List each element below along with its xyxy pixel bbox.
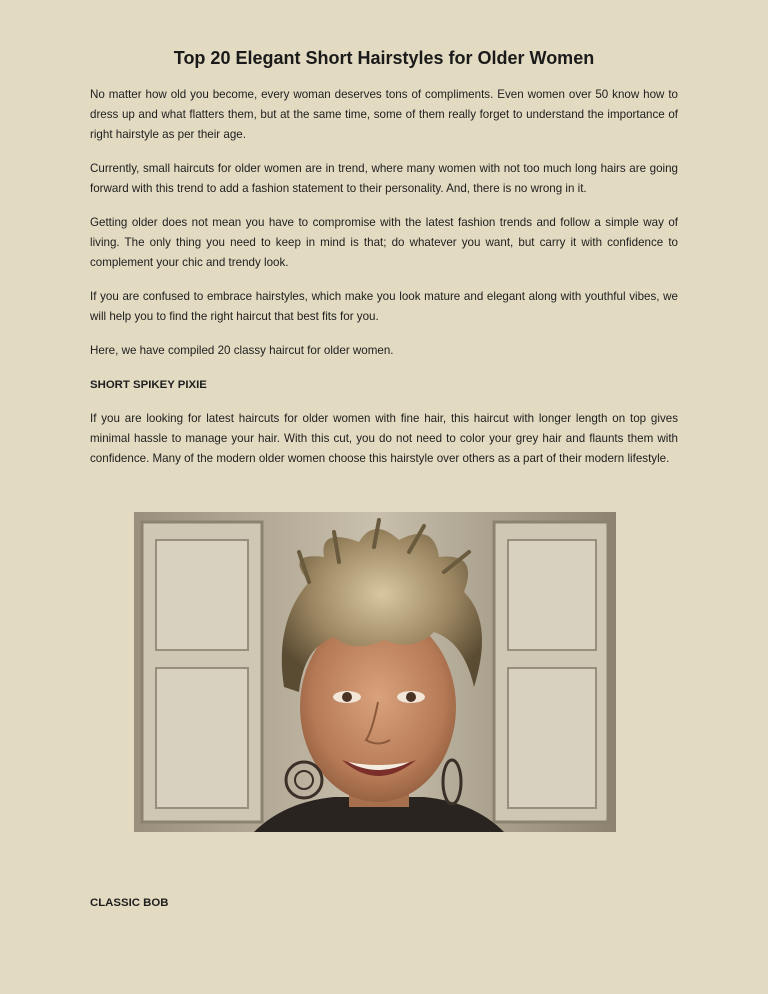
section-heading-classic-bob: CLASSIC BOB (90, 897, 169, 909)
paragraph-getting-older: Getting older does not mean you have to compromise with the latest fashion trends and follow a simple way of living. The only thing you need to keep in mind is that; do whatever you want, but carry it with confidence to complement your chic and trendy look. (90, 216, 678, 269)
section-heading-short-spikey-pixie: SHORT SPIKEY PIXIE (90, 379, 207, 391)
document-page (90, 48, 678, 483)
hairstyle-photo (134, 512, 616, 832)
paragraph-trend: Currently, small haircuts for older women are in trend, where many women with not too much long hairs are going forward with this trend to add a fashion statement to their personality. And, there is no wrong in it. (90, 162, 678, 195)
paragraph-intro: No matter how old you become, every woman deserves tons of compliments. Even women over 50 know how to dress up and what flatters them, but at the same time, some of them really forget to understand the importance of right hairstyle as per their age. (90, 88, 678, 141)
document-title: Top 20 Elegant Short Hairstyles for Older Women (173, 48, 595, 68)
paragraph-confused: If you are confused to embrace hairstyles, which make you look mature and elegant along with youthful vibes, we will help you to find the right haircut that best fits for you. (90, 290, 678, 323)
paragraph-compiled: Here, we have compiled 20 classy haircut for older women. (90, 344, 394, 357)
section-text-short-spikey-pixie: If you are looking for latest haircuts for older women with fine hair, this haircut with longer length on top gives minimal hassle to manage your hair. With this cut, you do not need to color your grey hair and flaunts them with confidence. Many of the modern older women choose this hairstyle over others as a part of their modern lifestyle. (90, 412, 678, 465)
